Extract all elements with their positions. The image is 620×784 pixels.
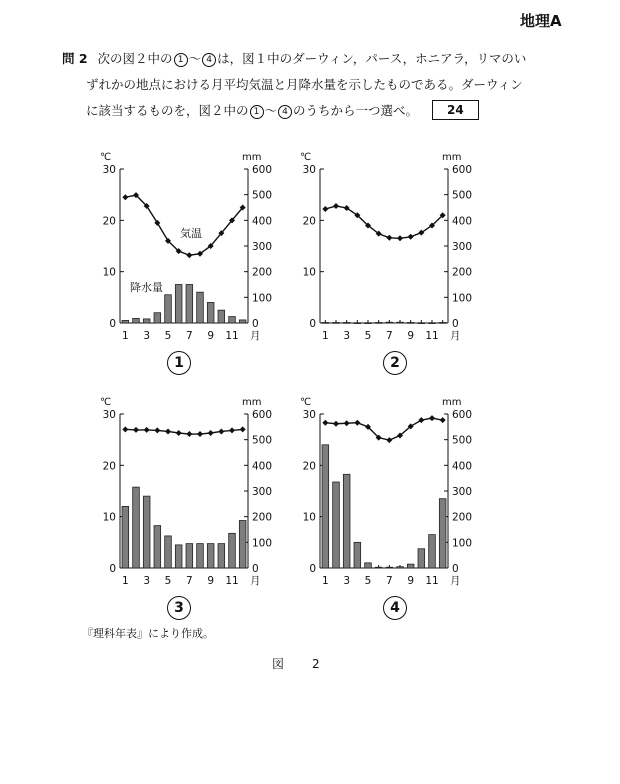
tick-label-left: 10	[102, 511, 116, 524]
temperature-point	[344, 420, 350, 426]
precipitation-bar	[175, 285, 182, 324]
precipitation-bar	[407, 322, 414, 323]
temperature-point	[165, 428, 171, 434]
precipitation-bar	[133, 318, 140, 323]
precipitation-bar	[186, 544, 193, 568]
question-text-3a: に該当するものを，図２中の	[86, 103, 249, 118]
precipitation-bar	[343, 474, 350, 568]
precipitation-bar	[186, 285, 193, 324]
tick-label-right: 500	[452, 434, 473, 447]
tick-label-left: 30	[102, 164, 116, 176]
tick-label-x: 1	[321, 575, 329, 587]
temperature-point	[354, 420, 360, 426]
precipitation-bar	[143, 319, 150, 323]
precipitation-bar	[439, 322, 446, 323]
temperature-point	[122, 194, 128, 200]
tick-label-left: 10	[302, 511, 316, 524]
tick-label-right: 600	[252, 409, 273, 421]
tick-label-x: 11	[225, 330, 239, 342]
circled-4: 4	[202, 53, 216, 67]
tick-label-x: 1	[321, 330, 329, 342]
tick-label-x: 11	[225, 575, 239, 587]
tick-label-left: 0	[309, 318, 316, 330]
temp-unit-label: ℃	[100, 397, 112, 408]
tick-label-x: 5	[164, 575, 172, 587]
tick-label-left: 30	[302, 409, 316, 421]
temp-unit-label: ℃	[100, 152, 112, 163]
precipitation-bar	[229, 317, 236, 323]
precipitation-annotation: 降水量	[130, 281, 163, 295]
temperature-annotation: 気温	[180, 226, 202, 240]
temperature-point	[333, 203, 339, 209]
tick-label-x: 9	[407, 575, 415, 587]
tick-label-right: 600	[452, 164, 473, 176]
precipitation-bar	[229, 533, 236, 568]
temperature-point	[133, 427, 139, 433]
precip-unit-label: mm	[242, 397, 262, 408]
temperature-point	[176, 430, 182, 436]
precipitation-bar	[418, 549, 425, 568]
tick-label-x: 9	[207, 575, 215, 587]
temperature-line	[325, 206, 442, 238]
x-unit-label: 月	[250, 330, 261, 342]
tick-label-right: 300	[452, 241, 473, 253]
tick-label-right: 100	[452, 292, 473, 305]
tick-label-x: 5	[364, 575, 372, 587]
question-text-1b: は，図１中のダーウィン，パース，ホニアラ，リマのい	[217, 51, 527, 66]
precipitation-bar	[375, 322, 382, 323]
question-line-2: ずれかの地点における月平均気温と月降水量を示したものである。ダーウィン	[86, 77, 523, 92]
question-text	[62, 46, 582, 124]
tick-label-left: 10	[102, 266, 116, 279]
tick-label-left: 20	[102, 215, 116, 228]
temperature-point	[208, 430, 214, 436]
precipitation-bar	[397, 322, 404, 323]
temp-unit-label: ℃	[300, 397, 312, 408]
x-unit-label: 月	[450, 575, 461, 587]
tick-label-right: 100	[252, 292, 273, 305]
tick-label-left: 20	[102, 460, 116, 473]
precipitation-bar	[333, 322, 340, 323]
tick-label-x: 5	[164, 330, 172, 342]
precipitation-bar	[165, 536, 172, 568]
tick-label-x: 3	[343, 575, 351, 587]
precipitation-bar	[165, 295, 172, 323]
question-line-3	[62, 98, 582, 124]
tick-label-x: 11	[425, 330, 439, 342]
tick-label-right: 0	[252, 563, 259, 575]
tick-label-right: 500	[252, 434, 273, 447]
temperature-point	[386, 437, 392, 443]
tick-label-right: 400	[452, 460, 473, 473]
tick-label-x: 1	[121, 575, 129, 587]
temperature-line	[125, 429, 242, 434]
temperature-point	[440, 417, 446, 423]
temperature-point	[122, 426, 128, 432]
tick-label-right: 0	[452, 318, 459, 330]
circled-1: 1	[174, 53, 188, 67]
tick-label-left: 30	[302, 164, 316, 176]
precipitation-bar	[365, 563, 372, 568]
tick-label-right: 200	[252, 266, 273, 279]
tick-label-right: 0	[452, 563, 459, 575]
precipitation-bar	[122, 506, 129, 568]
temperature-point	[144, 427, 150, 433]
temperature-point	[333, 421, 339, 427]
precipitation-bar	[122, 320, 129, 323]
question-number: 問 2	[62, 51, 88, 66]
tick-label-right: 100	[452, 537, 473, 550]
precipitation-bar	[197, 544, 204, 568]
figure-label: 図 2	[272, 657, 328, 671]
precipitation-bar	[133, 487, 140, 568]
tick-label-right: 300	[252, 486, 273, 498]
temperature-point	[154, 427, 160, 433]
tick-label-x: 7	[185, 330, 193, 342]
tick-label-x: 3	[143, 575, 151, 587]
question-text-1a: 次の図２中の	[97, 51, 173, 66]
precipitation-bar	[207, 302, 214, 323]
precipitation-bar	[154, 526, 161, 568]
tick-label-x: 1	[121, 330, 129, 342]
tilde: 〜	[188, 51, 202, 66]
temperature-line	[325, 418, 442, 440]
tick-label-right: 600	[452, 409, 473, 421]
precipitation-bar	[354, 542, 361, 568]
climate-chart-2	[280, 150, 480, 350]
temperature-point	[186, 252, 192, 258]
temperature-point	[229, 427, 235, 433]
precipitation-bar	[333, 482, 340, 568]
tilde-b: 〜	[264, 103, 278, 118]
answer-box[interactable]: 24	[432, 100, 479, 120]
x-unit-label: 月	[250, 575, 261, 587]
tick-label-left: 10	[302, 266, 316, 279]
precipitation-bar	[322, 445, 329, 568]
precipitation-bar	[429, 535, 436, 568]
tick-label-left: 20	[302, 215, 316, 228]
panel-label-2: 2	[383, 351, 407, 375]
climate-chart-1	[80, 150, 280, 350]
precipitation-bar	[354, 323, 361, 324]
precipitation-bar	[143, 496, 150, 568]
precip-unit-label: mm	[242, 152, 262, 163]
climate-chart-3	[80, 395, 280, 595]
tick-label-left: 0	[109, 563, 116, 575]
tick-label-right: 500	[452, 189, 473, 202]
tick-label-right: 100	[252, 537, 273, 550]
tick-label-left: 0	[309, 563, 316, 575]
panel-label-1: 1	[167, 351, 191, 375]
temperature-point	[418, 417, 424, 423]
precipitation-bar	[239, 320, 246, 323]
precipitation-bar	[386, 567, 393, 568]
temperature-point	[322, 206, 328, 212]
tick-label-right: 400	[252, 215, 273, 228]
temperature-point	[397, 235, 403, 241]
temperature-point	[240, 426, 246, 432]
tick-label-x: 9	[407, 330, 415, 342]
tick-label-right: 400	[252, 460, 273, 473]
tick-label-x: 9	[207, 330, 215, 342]
tick-label-right: 500	[252, 189, 273, 202]
precip-unit-label: mm	[442, 397, 462, 408]
precipitation-bar	[343, 322, 350, 323]
temperature-point	[322, 420, 328, 426]
precipitation-bar	[429, 323, 436, 324]
climate-chart-4	[280, 395, 480, 595]
tick-label-left: 0	[109, 318, 116, 330]
tick-label-right: 300	[452, 486, 473, 498]
tick-label-right: 400	[452, 215, 473, 228]
tick-label-x: 7	[185, 575, 193, 587]
precipitation-bar	[397, 567, 404, 568]
precip-unit-label: mm	[442, 152, 462, 163]
x-unit-label: 月	[450, 330, 461, 342]
tick-label-right: 200	[252, 511, 273, 524]
precipitation-bar	[365, 323, 372, 324]
precipitation-bar	[439, 499, 446, 568]
tick-label-right: 0	[252, 318, 259, 330]
temp-unit-label: ℃	[300, 152, 312, 163]
temperature-point	[218, 428, 224, 434]
precipitation-bar	[175, 545, 182, 568]
tick-label-x: 7	[385, 575, 393, 587]
temperature-point	[386, 235, 392, 241]
precipitation-bar	[218, 310, 225, 323]
precipitation-bar	[197, 292, 204, 323]
circled-1-b: 1	[250, 105, 264, 119]
question-text-3b: のうちから一つ選べ。	[293, 103, 419, 118]
source-note: 『理科年表』により作成。	[82, 627, 214, 640]
temperature-point	[186, 431, 192, 437]
tick-label-x: 7	[385, 330, 393, 342]
precipitation-bar	[418, 323, 425, 324]
precipitation-bar	[322, 322, 329, 323]
precipitation-bar	[386, 322, 393, 323]
tick-label-left: 30	[102, 409, 116, 421]
temperature-point	[429, 415, 435, 421]
precipitation-bar	[154, 313, 161, 323]
tick-label-right: 200	[452, 511, 473, 524]
precipitation-bar	[218, 544, 225, 568]
temperature-point	[197, 431, 203, 437]
precipitation-bar	[207, 544, 214, 568]
panel-label-3: 3	[167, 596, 191, 620]
question-line-1	[62, 46, 582, 72]
subject-title: 地理A	[520, 12, 562, 30]
tick-label-right: 600	[252, 164, 273, 176]
tick-label-right: 200	[452, 266, 473, 279]
tick-label-x: 3	[343, 330, 351, 342]
temperature-line	[125, 195, 242, 255]
tick-label-left: 20	[302, 460, 316, 473]
circled-4-b: 4	[278, 105, 292, 119]
precipitation-bar	[407, 564, 414, 568]
tick-label-right: 300	[252, 241, 273, 253]
panel-label-4: 4	[383, 596, 407, 620]
temperature-point	[408, 234, 414, 240]
tick-label-x: 5	[364, 330, 372, 342]
precipitation-bar	[375, 567, 382, 568]
precipitation-bar	[239, 521, 246, 568]
tick-label-x: 3	[143, 330, 151, 342]
tick-label-x: 11	[425, 575, 439, 587]
